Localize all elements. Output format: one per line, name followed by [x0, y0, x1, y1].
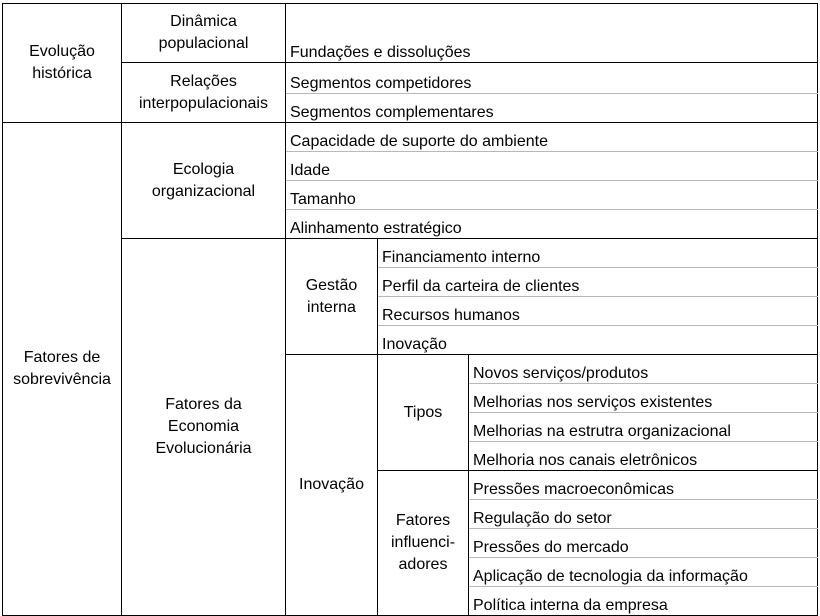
table-row: [3, 123, 818, 152]
economia-label-line2: Economia: [167, 418, 240, 435]
list-item: Melhorias nos serviços existentes: [469, 384, 818, 413]
ecologia-organizacional-cell: [122, 123, 286, 239]
list-item: Melhoria nos canais eletrônicos: [469, 442, 818, 471]
list-item: Regulação do setor: [469, 500, 818, 529]
fatores-label-line2: sobrevivência: [13, 371, 111, 388]
relacoes-label-line1: Relações: [170, 72, 237, 90]
tipos-cell: [378, 355, 469, 471]
gestao-interna-cell: [286, 239, 378, 355]
evolucao-label-line2: histórica: [32, 65, 92, 82]
inovacao-label: Inovação: [299, 476, 364, 493]
evolucao-label-line1: Evolução: [29, 43, 95, 60]
fatores-sobrevivencia-cell: [3, 123, 122, 616]
list-item: Segmentos competidores: [286, 63, 818, 94]
dinamica-label-line2: populacional: [158, 35, 249, 52]
table-row: [3, 239, 818, 268]
list-item: Fundações e dissoluções: [286, 4, 818, 63]
influenciadores-label-line3: adores: [398, 556, 448, 573]
framework-table: [2, 3, 818, 616]
list-item: Melhorias na estrutra organizacional: [469, 413, 818, 442]
table-row: [3, 4, 818, 63]
fatores-influenciadores-cell: [378, 471, 469, 616]
inovacao-cell: [286, 355, 378, 616]
economia-evolucionaria-cell: [122, 239, 286, 616]
ecologia-label-line2: organizacional: [151, 182, 256, 200]
list-item: Política interna da empresa: [469, 587, 818, 616]
list-item: Recursos humanos: [378, 297, 818, 326]
list-item: Pressões macroeconômicas: [469, 471, 818, 500]
list-item: Pressões do mercado: [469, 529, 818, 558]
dinamica-populacional-cell: [122, 4, 286, 63]
list-item: Tamanho: [286, 181, 818, 210]
list-item: Financiamento interno: [378, 239, 818, 268]
list-item: Idade: [286, 152, 818, 181]
economia-label-line1: Fatores da: [165, 396, 242, 413]
list-item: Inovação: [378, 326, 818, 355]
influenciadores-label-line2: influenci-: [390, 534, 456, 551]
evolucao-historica-cell: [3, 4, 122, 123]
dinamica-label-line1: Dinâmica: [170, 13, 237, 30]
fatores-label-line1: Fatores de: [23, 349, 101, 366]
gestao-label-line1: Gestão: [305, 276, 358, 294]
list-item: Novos serviços/produtos: [469, 355, 818, 384]
list-item: Alinhamento estratégico: [286, 210, 818, 239]
economia-label-line3: Evolucionária: [155, 440, 252, 457]
influenciadores-label-line1: Fatores: [395, 512, 451, 529]
table-row: [3, 63, 818, 94]
list-item: Perfil da carteira de clientes: [378, 268, 818, 297]
list-item: Capacidade de suporte do ambiente: [286, 123, 818, 152]
relacoes-label-line2: interpopulacionais: [139, 94, 268, 112]
tipos-label: Tipos: [403, 403, 443, 421]
list-item: Segmentos complementares: [286, 94, 818, 123]
relacoes-interpopulacionais-cell: [122, 63, 286, 123]
gestao-label-line2: interna: [307, 298, 356, 316]
list-item: Aplicação de tecnologia da informação: [469, 558, 818, 587]
ecologia-label-line1: Ecologia: [172, 160, 235, 178]
